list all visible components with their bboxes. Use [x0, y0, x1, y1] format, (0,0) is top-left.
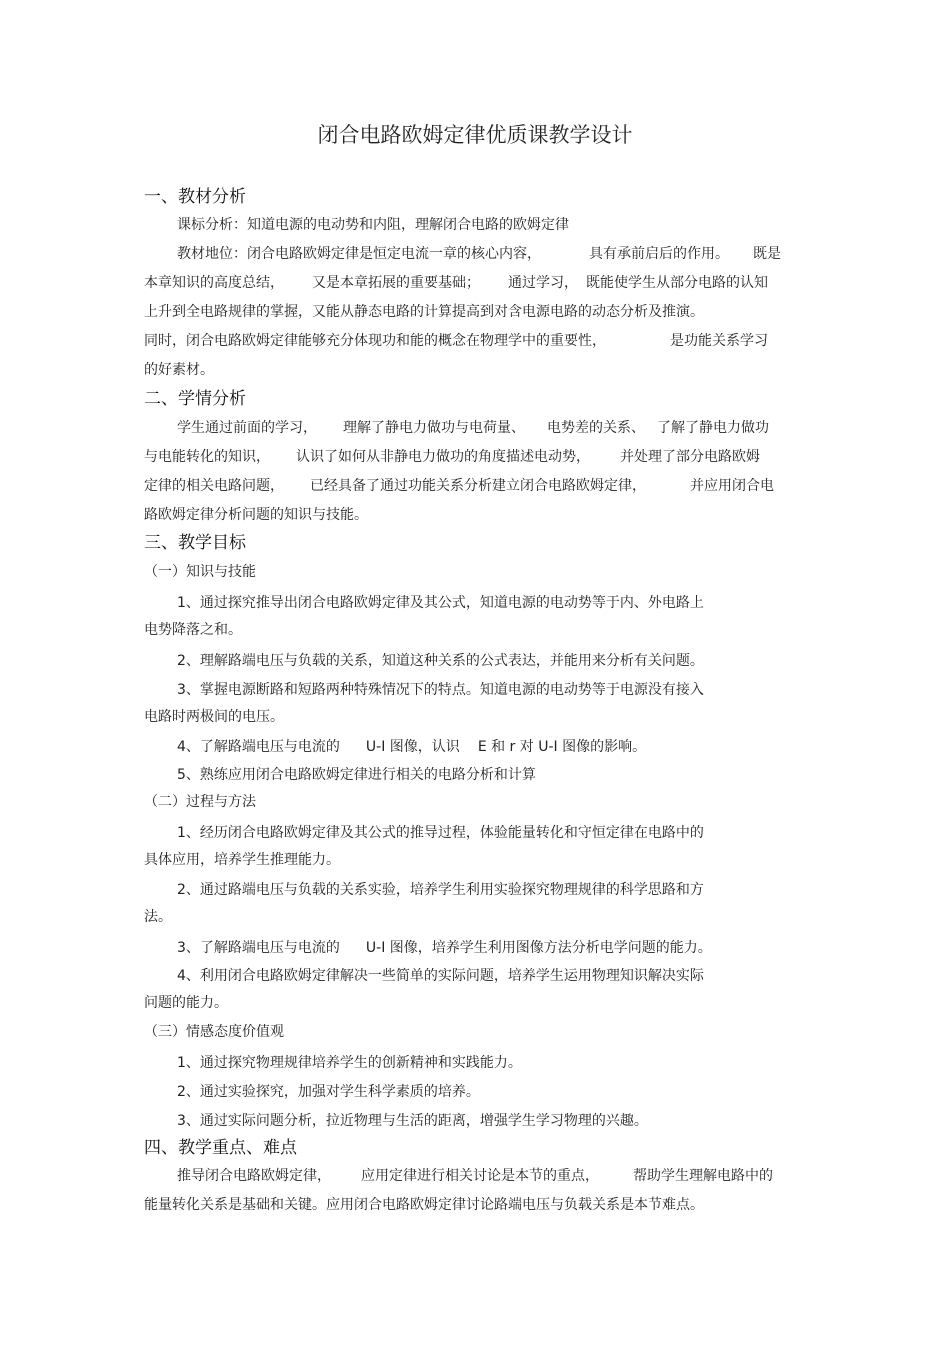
- section-heading-key-points: 四、教学重点、难点: [144, 1138, 297, 1158]
- text-run: 已经具备了通过功能关系分析建立闭合电路欧姆定律，: [310, 478, 646, 494]
- list-item-continued: 问题的能力。: [144, 995, 228, 1011]
- paragraph-line: [177, 244, 781, 264]
- text-run: 应用定律进行相关讨论是本节的重点，: [361, 1168, 599, 1184]
- text-run: 学生通过前面的学习，: [177, 420, 317, 436]
- text-run: 帮助学生理解电路中的: [633, 1168, 773, 1184]
- text-run: 理解了静电力做功与电荷量、: [343, 420, 525, 436]
- text-run: 教材地位：闭合电路欧姆定律是恒定电流一章的核心内容，: [177, 246, 541, 262]
- text-run: 同时，闭合电路欧姆定律能够充分体现功和能的概念在物理学中的重要性，: [144, 333, 606, 349]
- list-item: 3、通过实际问题分析，拉近物理与生活的距离，增强学生学习物理的兴趣。: [177, 1113, 648, 1129]
- text-run: 是功能关系学习: [670, 333, 768, 349]
- text-run: 定律的相关电路问题，: [144, 478, 284, 494]
- list-item-continued: 法。: [144, 909, 172, 925]
- list-item: 1、通过探究推导出闭合电路欧姆定律及其公式，知道电源的电动势等于内、外电路上: [177, 595, 704, 611]
- paragraph-line: [177, 418, 769, 438]
- text-run: 既能使学生从部分电路的认知: [586, 275, 768, 291]
- text-run: U-I 图像，认识: [365, 739, 460, 755]
- section-heading-textbook-analysis: 一、教材分析: [144, 187, 246, 207]
- text-run: 了解了静电力做功: [657, 420, 769, 436]
- paragraph-line: 课标分析：知道电源的电动势和内阻，理解闭合电路的欧姆定律: [177, 217, 569, 233]
- paragraph-line: 的好素材。: [144, 362, 214, 378]
- subsection-heading: （三）情感态度价值观: [144, 1024, 284, 1040]
- paragraph-line: 能量转化关系是基础和关键。应用闭合电路欧姆定律讨论路端电压与负载关系是本节难点。: [144, 1197, 704, 1213]
- list-item-continued: 具体应用，培养学生推理能力。: [144, 852, 340, 868]
- paragraph-line: [177, 1166, 773, 1186]
- text-run: 并应用闭合电: [690, 478, 774, 494]
- section-heading-learner-analysis: 二、学情分析: [144, 389, 246, 409]
- text-run: 3、了解路端电压与电流的: [177, 940, 340, 956]
- text-run: 推导闭合电路欧姆定律，: [177, 1168, 331, 1184]
- page-title: 闭合电路欧姆定律优质课教学设计: [317, 123, 633, 147]
- list-item-continued: 电路时两极间的电压。: [144, 709, 284, 725]
- text-run: 通过学习，: [508, 275, 578, 291]
- list-item: 1、经历闭合电路欧姆定律及其公式的推导过程，体验能量转化和守恒定律在电路中的: [177, 825, 704, 841]
- text-run: 具有承前启后的作用。: [589, 246, 729, 262]
- subsection-heading: （二）过程与方法: [144, 794, 256, 810]
- list-item: [177, 737, 646, 757]
- text-run: 认识了如何从非静电力做功的角度描述电动势，: [296, 449, 590, 465]
- text-run: 与电能转化的知识，: [144, 449, 270, 465]
- text-run: U-I 图像，培养学生利用图像方法分析电学问题的能力。: [365, 940, 712, 956]
- list-item: 2、通过实验探究，加强对学生科学素质的培养。: [177, 1084, 480, 1100]
- paragraph-line: [144, 447, 760, 467]
- section-heading-teaching-goals: 三、教学目标: [144, 533, 246, 553]
- text-run: 电势差的关系、: [547, 420, 645, 436]
- list-item: 5、熟练应用闭合电路欧姆定律进行相关的电路分析和计算: [177, 767, 536, 783]
- list-item-continued: 电势降落之和。: [144, 622, 242, 638]
- text-run: 并处理了部分电路欧姆: [620, 449, 760, 465]
- paragraph-line: 上升到全电路规律的掌握，又能从静态电路的计算提高到对含电源电路的动态分析及推演。: [144, 304, 704, 320]
- text-run: E 和 r 对 U-I 图像的影响。: [477, 739, 647, 755]
- text-run: 4、了解路端电压与电流的: [177, 739, 340, 755]
- list-item: 4、利用闭合电路欧姆定律解决一些简单的实际问题，培养学生运用物理知识解决实际: [177, 968, 704, 984]
- text-run: 既是: [753, 246, 781, 262]
- paragraph-line: 路欧姆定律分析问题的知识与技能。: [144, 507, 368, 523]
- list-item: 1、通过探究物理规律培养学生的创新精神和实践能力。: [177, 1055, 522, 1071]
- list-item: 3、掌握电源断路和短路两种特殊情况下的特点。知道电源的电动势等于电源没有接入: [177, 682, 704, 698]
- paragraph-line: [144, 273, 768, 293]
- paragraph-line: [144, 476, 774, 496]
- paragraph-line: [144, 331, 768, 351]
- list-item: 2、通过路端电压与负载的关系实验，培养学生利用实验探究物理规律的科学思路和方: [177, 882, 704, 898]
- text-run: 本章知识的高度总结，: [144, 275, 284, 291]
- subsection-heading: （一）知识与技能: [144, 564, 256, 580]
- list-item: [177, 938, 712, 958]
- text-run: 又是本章拓展的重要基础；: [312, 275, 480, 291]
- list-item: 2、理解路端电压与负载的关系，知道这种关系的公式表达，并能用来分析有关问题。: [177, 653, 704, 669]
